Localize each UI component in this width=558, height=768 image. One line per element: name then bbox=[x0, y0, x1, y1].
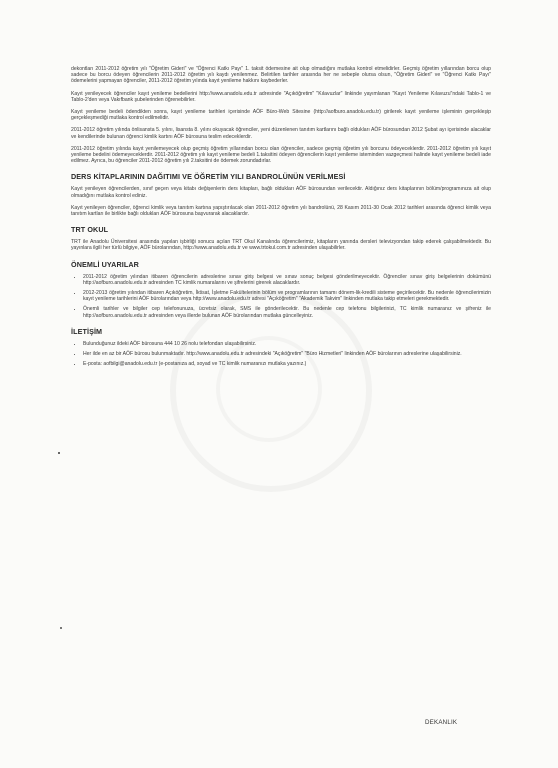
warning-item: • Önemli tarihler ve bilgiler cep telefonunuza, ücretsiz olarak, SMS ile gönderilecektir. Bu nedenle cep telefonu bilgilerinizi, TC kimlik numaranız ve şifreniz ile http://aofburo.anadolu.edu.tr adresinden veya illerde bulunan AÖF bürolarından mutlaka güncelleyiniz. bbox=[83, 306, 491, 318]
warnings-list bbox=[71, 274, 491, 319]
section-heading-contact: İLETİŞİM bbox=[71, 326, 103, 336]
section-heading-warnings: ÖNEMLİ UYARILAR bbox=[71, 259, 139, 269]
intro-paragraph: 2011-2012 öğretim yılında önlisansta 5. yılını, lisansta 8. yılını okuyacak öğrenciler, yeni düzenlenen tanıtım kartlarını bağlı oldukları AÖF bürosundan 2012 Şubat ayı içerisinde alacaklar ve kendilerinde bulunan öğrenci kimlik kartını AÖF bürosuna teslim edeceklerdir. bbox=[71, 127, 491, 140]
warning-item: • 2011-2012 öğretim yılından itibaren öğrencilerin adreslerine sınav giriş belgesi ve sınav sonuç belgesi gönderilmeyecektir. Öğrenciler sınav giriş belgelerinin dokümünü http://aofburo.anadolu.edu.tr adresinden TC kimlik numaralarını ve şifrelerini girerek alacaklardır. bbox=[83, 274, 491, 286]
intro-paragraph: dekontları 2011-2012 öğretim yılı "Öğretim Gideri" ve "Öğrenci Katkı Payı" 1. taksit ödemesine ait olup olmadığını mutlaka kontrol etmelidirler. Geçmiş öğretim yıllarından borcu olup sadece bu borcu ödeyen öğrencilerin 2011-2012 öğretim yılı kaydı yenilenmez. Belirtilen tarihler arasında her ne sebeple olursa olsun, "Öğretim Gideri" ve "Öğrenci Katkı Payı" ödemelerini yapmayan öğrenciler, 2011-2012 öğretim yılında kayıt yenileme hakkını kaybederler. bbox=[71, 66, 491, 85]
warning-item: • 2012-2013 öğretim yılından itibaren Açıköğretim, İktisat, İşletme Fakültelerinin bölüm ve programlarının tamamı dönem-lik-kredili sisteme geçirilecektir. Bu nedenle öğrencilerimizin kayıt yenileme tarihlerini AÖF bürolarından veya http://www.anadolu.edu.tr adresi "Açıköğretim" "Akademik Takvim" linkinden mutlaka takip etmeleri gerekmektedir. bbox=[83, 290, 491, 302]
intro-paragraph: Kayıt yenileyecek öğrenciler kayıt yenileme bedellerini http://www.anadolu.edu.tr adresinde "Açıköğretim" "Kılavuzlar" linkinde yayımlanan "Kayıt Yenileme Kılavuzu"ndaki Tablo-1 ve Tablo-2'den veya Vakıfbank şubelerinden öğrenebilirler. bbox=[71, 90, 491, 103]
scan-dot bbox=[58, 452, 60, 454]
contact-item: • E-posta: aofbilgi@anadolu.edu.tr (e-postanıza ad, soyad ve TC kimlik numaranızı mutlaka yazınız.) bbox=[83, 361, 491, 367]
contact-list bbox=[71, 341, 491, 368]
scan-dot bbox=[60, 627, 62, 629]
contact-item: • Her ilde en az bir AÖF bürosu bulunmaktadır. http://www.anadolu.edu.tr adresindeki "Açıköğretim" "Büro Hizmetleri" linkinden AÖF bürolarının adreslerine ulaşabilirsiniz. bbox=[83, 351, 491, 357]
section-heading-trt: TRT OKUL bbox=[71, 225, 109, 235]
books-paragraph: Kayıt yenileyen öğrencilerden, sınıf geçen veya kitabı değişenlerin ders kitapları, bağlı oldukları AÖF bürosundan verilecektir. Aldığınız ders kitaplarının bölüm/programınıza ait olup olmadığını mutlaka kontrol ediniz. bbox=[71, 186, 491, 199]
books-paragraph: Kayıt yenileyen öğrenciler, öğrenci kimlik veya tanıtım kartına yapıştırılacak olan 2011-2012 öğretim yılı bandrolünü, 28 Kasım 2011-30 Ocak 2012 tarihleri arasında öğrenci kimlik veya tanıtım kartları ile birlikte bağlı oldukları AÖF bürosuna başvurarak alacaklardır. bbox=[71, 204, 491, 218]
section-heading-books: DERS KİTAPLARININ DAĞITIMI VE ÖĞRETİM YILI BANDROLÜNÜN VERİLMESİ bbox=[71, 172, 346, 182]
intro-paragraph: 2011-2012 öğretim yılında kayıt yenilemeyecek olup geçmiş öğretim yıllarından borcu olan öğrenciler, sadece geçmiş öğretim yılı borcunu ödeyeceklerdir. 2011-2012 öğretim yılı kayıt yenileme bedelini ödemeyeceklerdir. 2011-2012 öğretim yılı kayıt yenileme bedeli 1.taksitini ödeyen öğrencilerin kayıt yenileme isteminden vazgeçmesi halinde kayıt yenileme bedeli iade edilmez. Ayrıca, bu öğrenciler 2011-2012 öğretim yılı 2.taksitini de ödemek zorundadırlar. bbox=[71, 145, 491, 165]
intro-paragraph: Kayıt yenileme bedeli ödendikten sonra, kayıt yenileme tarihleri içerisinde AÖF Büro-Web Sitesine (http://aofburo.anadolu.edu.tr) girilerek kayıt yenileme işleminin gerçekleşip gerçekleşmediği mutlaka kontrol edilmelidir. bbox=[71, 109, 491, 122]
signature-dekanlik: DEKANLIK bbox=[425, 719, 458, 726]
trt-paragraph: TRT ile Anadolu Üniversitesi arasında yapılan işbirliği sonucu açılan TRT Okul Kanalında öğrencilerimiz, kitapların yanında dersleri televizyondan takip ederek çalışabilmektedir. Bu yayınlara ilgili her türlü bilgiye, AÖF bürolarından, http://www.anadolu.edu.tr ve www.trtokul.com.tr adresinden ulaşabilirler. bbox=[71, 239, 491, 252]
document-body bbox=[71, 66, 491, 373]
contact-item: • Bulunduğunuz ildeki AÖF bürosuna 444 10 26 nolu telefondan ulaşabilirsiniz. bbox=[83, 341, 491, 347]
